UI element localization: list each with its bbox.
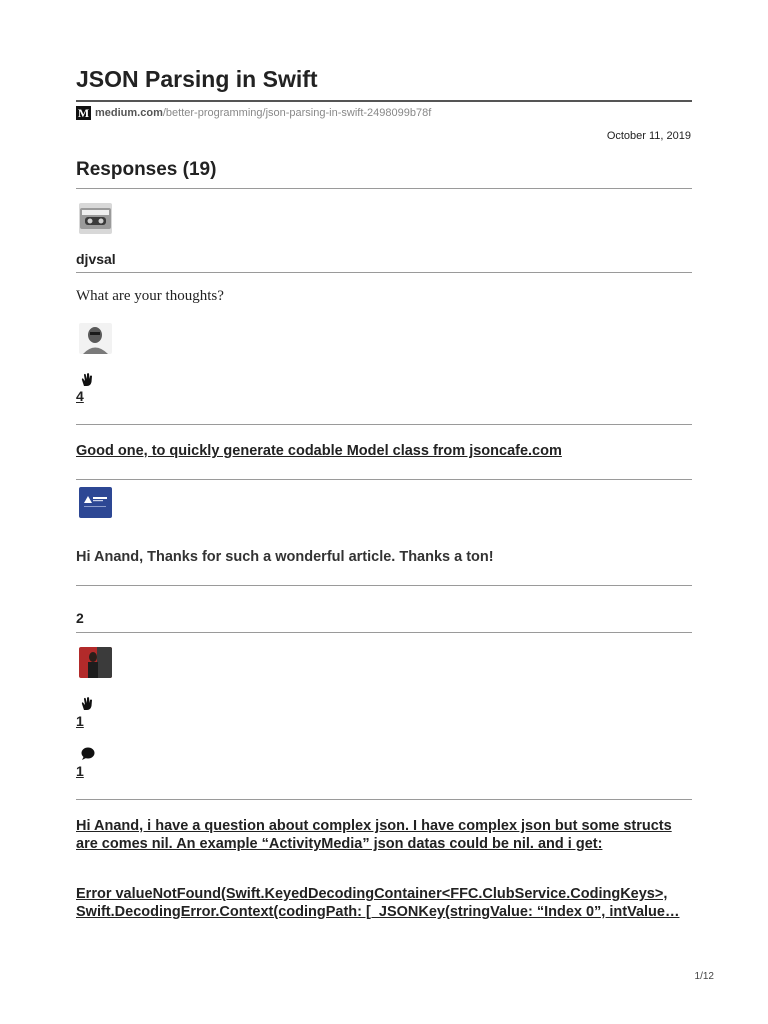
user-name: djvsal	[76, 251, 116, 267]
response-text-link[interactable]: Hi Anand, i have a question about complex json. I have complex json but some structs are comes nil. An example “ActivityMedia” json datas could be nil. and i get:	[76, 818, 672, 852]
title-divider	[76, 100, 692, 102]
error-text-link[interactable]: Error valueNotFound(Swift.KeyedDecodingContainer<FFC.ClubService.CodingKeys>, Swift.DecodingError.Context(codingPath: [_JSONKey(stringValue: “Index 0”, intValue…	[76, 886, 680, 920]
response-divider	[76, 479, 692, 480]
response-prompt[interactable]: What are your thoughts?	[76, 288, 224, 304]
article-title: JSON Parsing in Swift	[76, 66, 318, 92]
commenter-avatar[interactable]	[79, 323, 112, 354]
publish-date: October 11, 2019	[606, 130, 691, 142]
clap-count[interactable]: 1	[76, 713, 84, 729]
response-text-link[interactable]: Good one, to quickly generate codable Model class from jsoncafe.com	[76, 443, 562, 459]
speech-bubble-icon[interactable]	[80, 747, 95, 763]
response-text: Hi Anand, Thanks for such a wonderful article. Thanks a ton!	[76, 549, 494, 565]
responses-heading: Responses (19)	[76, 159, 217, 180]
response-divider	[76, 585, 692, 586]
source-line	[76, 106, 431, 120]
response-count: 2	[76, 610, 84, 626]
clap-icon[interactable]	[80, 696, 94, 713]
cassette-avatar-image	[79, 203, 112, 234]
name-divider	[76, 272, 692, 273]
source-path: /better-programming/json-parsing-in-swift-2498099b78f	[162, 107, 432, 119]
response-divider	[76, 424, 692, 425]
responses-divider	[76, 188, 692, 189]
clap-icon[interactable]	[80, 372, 94, 389]
user-avatar	[79, 203, 112, 234]
source-domain: medium.com	[95, 107, 163, 119]
commenter-avatar[interactable]	[79, 487, 112, 518]
portrait-avatar-image	[79, 323, 112, 354]
page-number: 1/12	[694, 971, 714, 982]
photo-avatar-image	[79, 647, 112, 678]
logo-avatar-image	[79, 487, 112, 518]
medium-logo-icon: M	[77, 106, 90, 120]
response-divider	[76, 799, 692, 800]
clap-count[interactable]: 4	[76, 388, 84, 404]
commenter-avatar[interactable]	[79, 647, 112, 678]
source-link[interactable]	[95, 107, 431, 119]
reply-count[interactable]: 1	[76, 763, 84, 779]
response-divider	[76, 632, 692, 633]
